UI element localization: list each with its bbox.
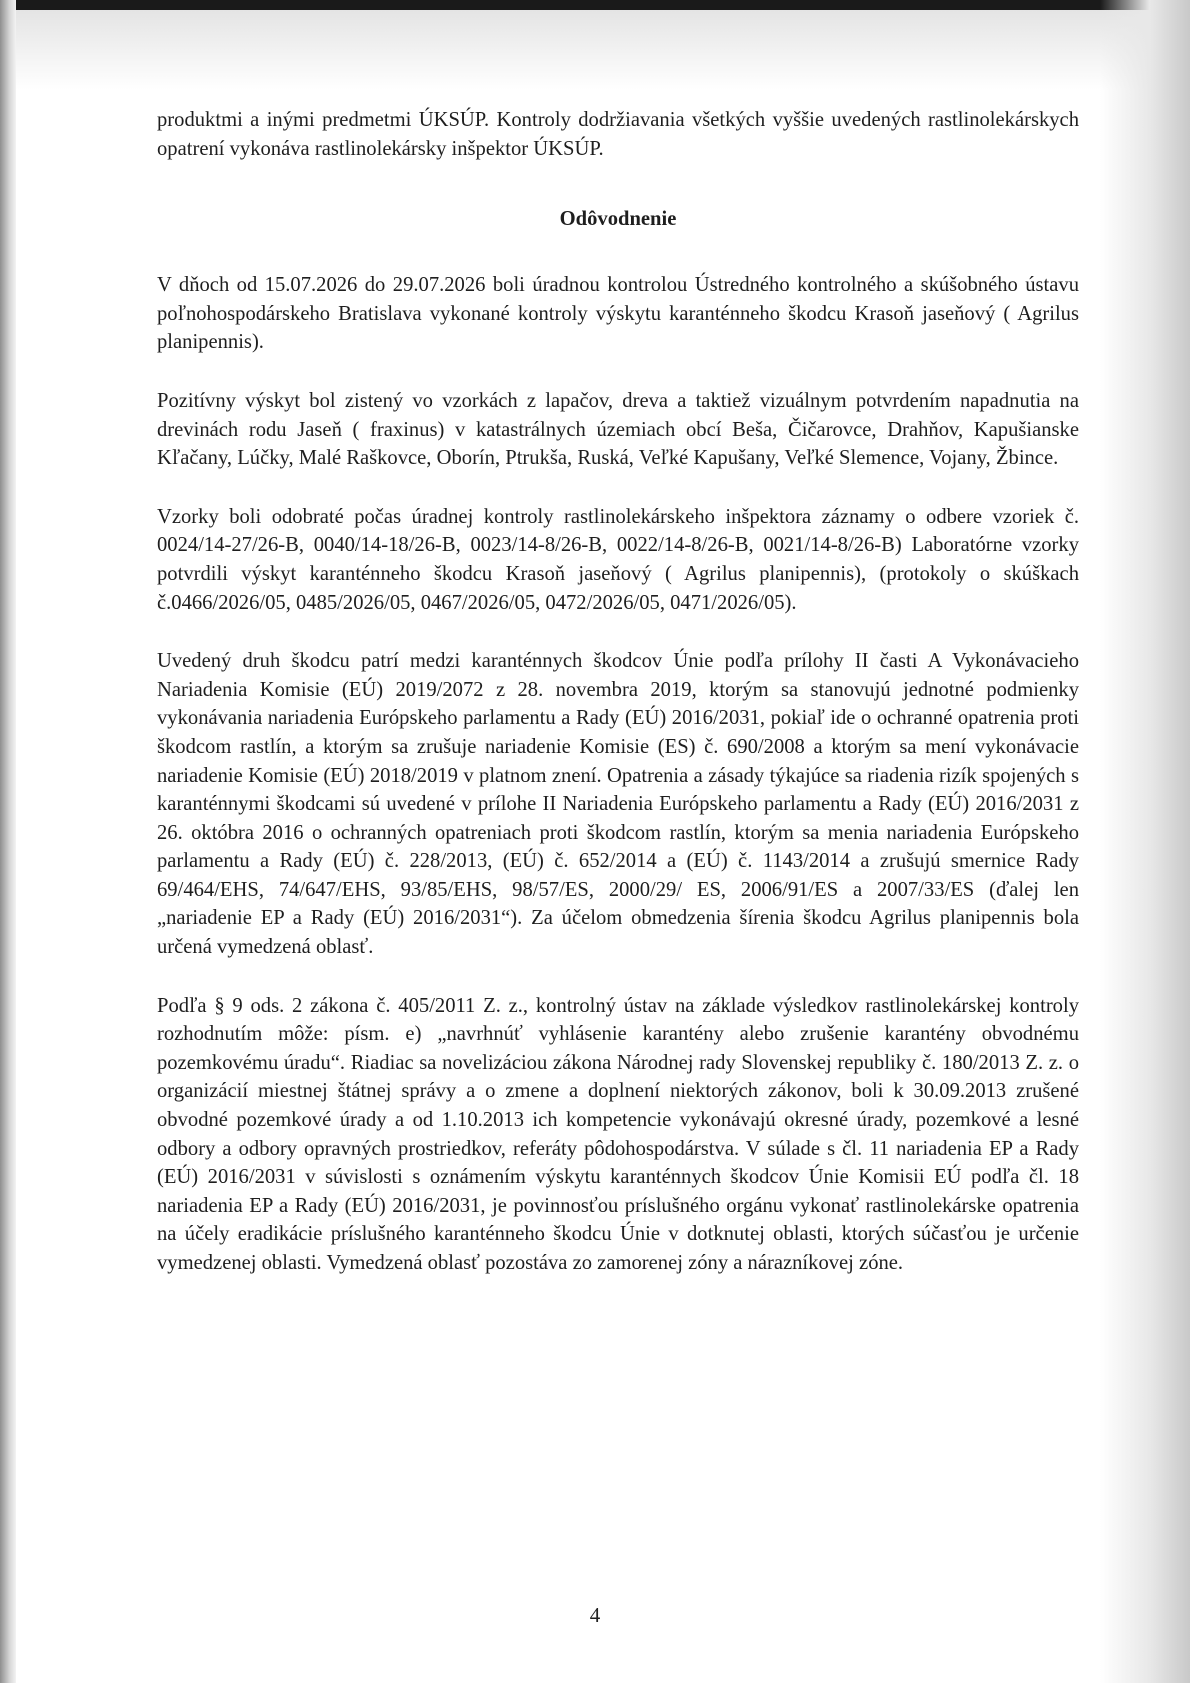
paragraph-samples: Vzorky boli odobraté počas úradnej kontroly rastlinolekárskeho inšpektora záznamy o odbere vzoriek č. 0024/14-27/26-B, 0040/14-18/26-B, 0023/14-8/26-B, 0022/14-8/26-B, 0021/14-8/26-B) Laboratórne vzorky potvrdili výskyt karanténneho škodcu Krasoň jaseňový ( Agrilus planipennis), (protokoly o skúškach č.0466/2026/05, 0485/2026/05, 0467/2026/05, 0472/2026/05, 0471/2026/05). — [157, 505, 1079, 614]
scan-right-shadow — [1100, 0, 1190, 1683]
document-body — [157, 106, 1079, 1278]
paragraph-legal-basis: Podľa § 9 ods. 2 zákona č. 405/2011 Z. z., kontrolný ústav na základe výsledkov rastlinolekárskej kontroly rozhodnutím môže: písm. e) „navrhnúť vyhlásenie karantény alebo zrušenie karantény obvodnému pozemkovému úradu“. Riadiac sa novelizáciou zákona Národnej rady Slovenskej republiky č. 180/2013 Z. z. o organizácií miestnej štátnej správy a o zmene a doplnení niektorých zákonov, boli k 30.09.2013 zrušené obvodné pozemkové úrady a od 1.10.2013 ich kompetencie vykonávajú okresné úrady, pozemkové a lesné odbory a odbory opravných prostriedkov, referáty pôdohospodárstva. V súlade s čl. 11 nariadenia EP a Rady (EÚ) 2016/2031 v súvislosti s oznámením výskytu karanténnych škodcov Únie Komisii EÚ podľa čl. 18 nariadenia EP a Rady (EÚ) 2016/2031, je povinnosťou príslušného orgánu vykonať rastlinolekárske opatrenia na účely eradikácie príslušného karanténneho škodcu Únie v dotknutej oblasti, ktorých súčasťou je určenie vymedzenej oblasti. Vymedzená oblasť pozostáva zo zamorenej zóny a nárazníkovej zóne. — [157, 994, 1079, 1274]
paragraph-intro: produktmi a inými predmetmi ÚKSÚP. Kontroly dodržiavania všetkých vyššie uvedených rastlinolekárskych opatrení vykonáva rastlinolekársky inšpektor ÚKSÚP. — [157, 109, 1079, 160]
paragraph-legislation: Uvedený druh škodcu patrí medzi karanténnych škodcov Únie podľa prílohy II časti A Vykonávacieho Nariadenia Komisie (EÚ) 2019/2072 z 28. novembra 2019, ktorým sa stanovujú jednotné podmienky vykonávania nariadenia Európskeho parlamentu a Rady (EÚ) 2016/2031, pokiaľ ide o ochranné opatrenia proti škodcom rastlín, a ktorým sa zrušuje nariadenie Komisie (ES) č. 690/2008 a ktorým sa mení vykonávacie nariadenie Komisie (EÚ) 2018/2019 v platnom znení. Opatrenia a zásady týkajúce sa riadenia rizík spojených s karanténnymi škodcami sú uvedené v prílohe II Nariadenia Európskeho parlamentu a Rady (EÚ) 2016/2031 z 26. októbra 2016 o ochranných opatreniach proti škodcom rastlín, ktorým sa menia nariadenia Európskeho parlamentu a Rady (EÚ) č. 228/2013, (EÚ) č. 652/2014 a (EÚ) č. 1143/2014 a zrušujú smernice Rady 69/464/EHS, 74/647/EHS, 93/85/EHS, 98/57/ES, 2000/29/ ES, 2006/91/ES a 2007/33/ES (ďalej len „nariadenie EP a Rady (EÚ) 2016/2031“). Za účelom obmedzenia šírenia škodcu Agrilus planipennis bola určená vymedzená oblasť. — [157, 650, 1079, 959]
paragraph-inspection: V dňoch od 15.07.2026 do 29.07.2026 boli úradnou kontrolou Ústredného kontrolného a skúšobného ústavu poľnohospodárskeho Bratislava vykonané kontroly výskytu karanténneho škodcu Krasoň jaseňový ( Agrilus planipennis). — [157, 274, 1079, 354]
scan-left-edge — [0, 0, 16, 1683]
scan-top-edge — [0, 0, 1190, 10]
page-number: 4 — [589, 1603, 601, 1627]
section-heading: Odôvodnenie — [559, 208, 677, 231]
scan-top-shadow — [0, 10, 1190, 90]
paragraph-positive-findings: Pozitívny výskyt bol zistený vo vzorkách z lapačov, dreva a taktiež vizuálnym potvrdením napadnutia na drevinách rodu Jaseň ( fraxinus) v katastrálnych územiach obcí Beša, Čičarovce, Drahňov, Kapušianske Kľačany, Lúčky, Malé Raškovce, Oborín, Ptrukša, Ruská, Veľké Kapušany, Veľké Slemence, Vojany, Žbince. — [157, 389, 1079, 470]
